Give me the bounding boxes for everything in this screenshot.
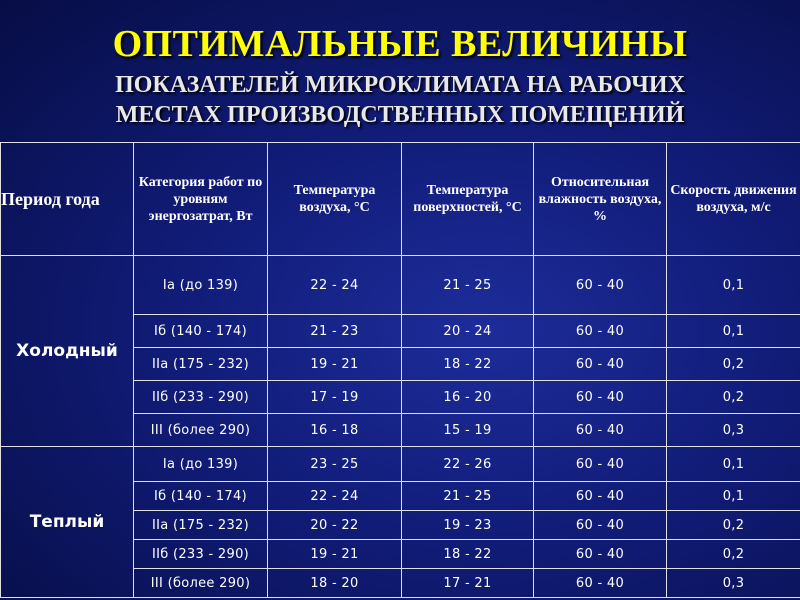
- cell-humidity: 60 - 40: [534, 511, 667, 540]
- cell-air-temperature: 19 - 21: [268, 348, 402, 381]
- header-period: Период года: [1, 143, 134, 256]
- cell-surface-temperature: 19 - 23: [402, 511, 534, 540]
- cell-air-temperature: 17 - 19: [268, 381, 402, 414]
- cell-air-speed: 0,1: [667, 315, 800, 348]
- cell-surface-temperature: 18 - 22: [402, 540, 534, 569]
- cell-humidity: 60 - 40: [534, 482, 667, 511]
- cell-category: IIа (175 - 232): [134, 348, 268, 381]
- cell-surface-temperature: 16 - 20: [402, 381, 534, 414]
- cell-humidity: 60 - 40: [534, 414, 667, 447]
- cell-air-speed: 0,2: [667, 381, 800, 414]
- header-category: Категория работ по уровням энергозатрат, Вт: [134, 143, 268, 256]
- table-row: [1, 256, 800, 315]
- cell-air-temperature: 23 - 25: [268, 447, 402, 482]
- cell-air-speed: 0,1: [667, 256, 800, 315]
- cell-category: IIа (175 - 232): [134, 511, 268, 540]
- cell-humidity: 60 - 40: [534, 540, 667, 569]
- cell-category: Iб (140 - 174): [134, 315, 268, 348]
- cell-air-temperature: 19 - 21: [268, 540, 402, 569]
- cell-air-speed: 0,1: [667, 482, 800, 511]
- cell-category: Iб (140 - 174): [134, 482, 268, 511]
- cell-air-temperature: 20 - 22: [268, 511, 402, 540]
- cell-category: III (более 290): [134, 414, 268, 447]
- cell-surface-temperature: 18 - 22: [402, 348, 534, 381]
- header-air-temperature: Температура воздуха, °С: [268, 143, 402, 256]
- slide-title: ОПТИМАЛЬНЫЕ ВЕЛИЧИНЫ: [112, 23, 688, 65]
- cell-surface-temperature: 21 - 25: [402, 482, 534, 511]
- cell-surface-temperature: 21 - 25: [402, 256, 534, 315]
- cell-humidity: 60 - 40: [534, 256, 667, 315]
- period-warm: Теплый: [1, 447, 134, 598]
- table-header-row: [1, 143, 800, 256]
- header-air-speed: Скорость движения воздуха, м/с: [667, 143, 800, 256]
- cell-air-temperature: 21 - 23: [268, 315, 402, 348]
- cell-category: Iа (до 139): [134, 256, 268, 315]
- cell-air-speed: 0,1: [667, 447, 800, 482]
- cell-air-speed: 0,2: [667, 540, 800, 569]
- cell-surface-temperature: 22 - 26: [402, 447, 534, 482]
- slide-subtitle-line-2: МЕСТАХ ПРОИЗВОДСТВЕННЫХ ПОМЕЩЕНИЙ: [115, 102, 685, 128]
- cell-air-speed: 0,2: [667, 348, 800, 381]
- header-surface-temperature: Температура поверхностей, °С: [402, 143, 534, 256]
- header-humidity: Относительная влажность воздуха, %: [534, 143, 667, 256]
- cell-air-temperature: 18 - 20: [268, 569, 402, 598]
- cell-surface-temperature: 15 - 19: [402, 414, 534, 447]
- cell-air-temperature: 22 - 24: [268, 482, 402, 511]
- cell-air-speed: 0,3: [667, 569, 800, 598]
- cell-humidity: 60 - 40: [534, 315, 667, 348]
- cell-air-speed: 0,3: [667, 414, 800, 447]
- cell-category: IIб (233 - 290): [134, 540, 268, 569]
- period-cold: Холодный: [1, 256, 134, 447]
- microclimate-table: [0, 142, 800, 598]
- cell-category: Iа (до 139): [134, 447, 268, 482]
- cell-humidity: 60 - 40: [534, 447, 667, 482]
- cell-air-speed: 0,2: [667, 511, 800, 540]
- cell-humidity: 60 - 40: [534, 381, 667, 414]
- cell-surface-temperature: 20 - 24: [402, 315, 534, 348]
- cell-category: III (более 290): [134, 569, 268, 598]
- cell-air-temperature: 16 - 18: [268, 414, 402, 447]
- slide-subtitle-line-1: ПОКАЗАТЕЛЕЙ МИКРОКЛИМАТА НА РАБОЧИХ: [115, 72, 685, 98]
- cell-air-temperature: 22 - 24: [268, 256, 402, 315]
- table-row: [1, 447, 800, 482]
- cell-surface-temperature: 17 - 21: [402, 569, 534, 598]
- cell-humidity: 60 - 40: [534, 569, 667, 598]
- cell-humidity: 60 - 40: [534, 348, 667, 381]
- cell-category: IIб (233 - 290): [134, 381, 268, 414]
